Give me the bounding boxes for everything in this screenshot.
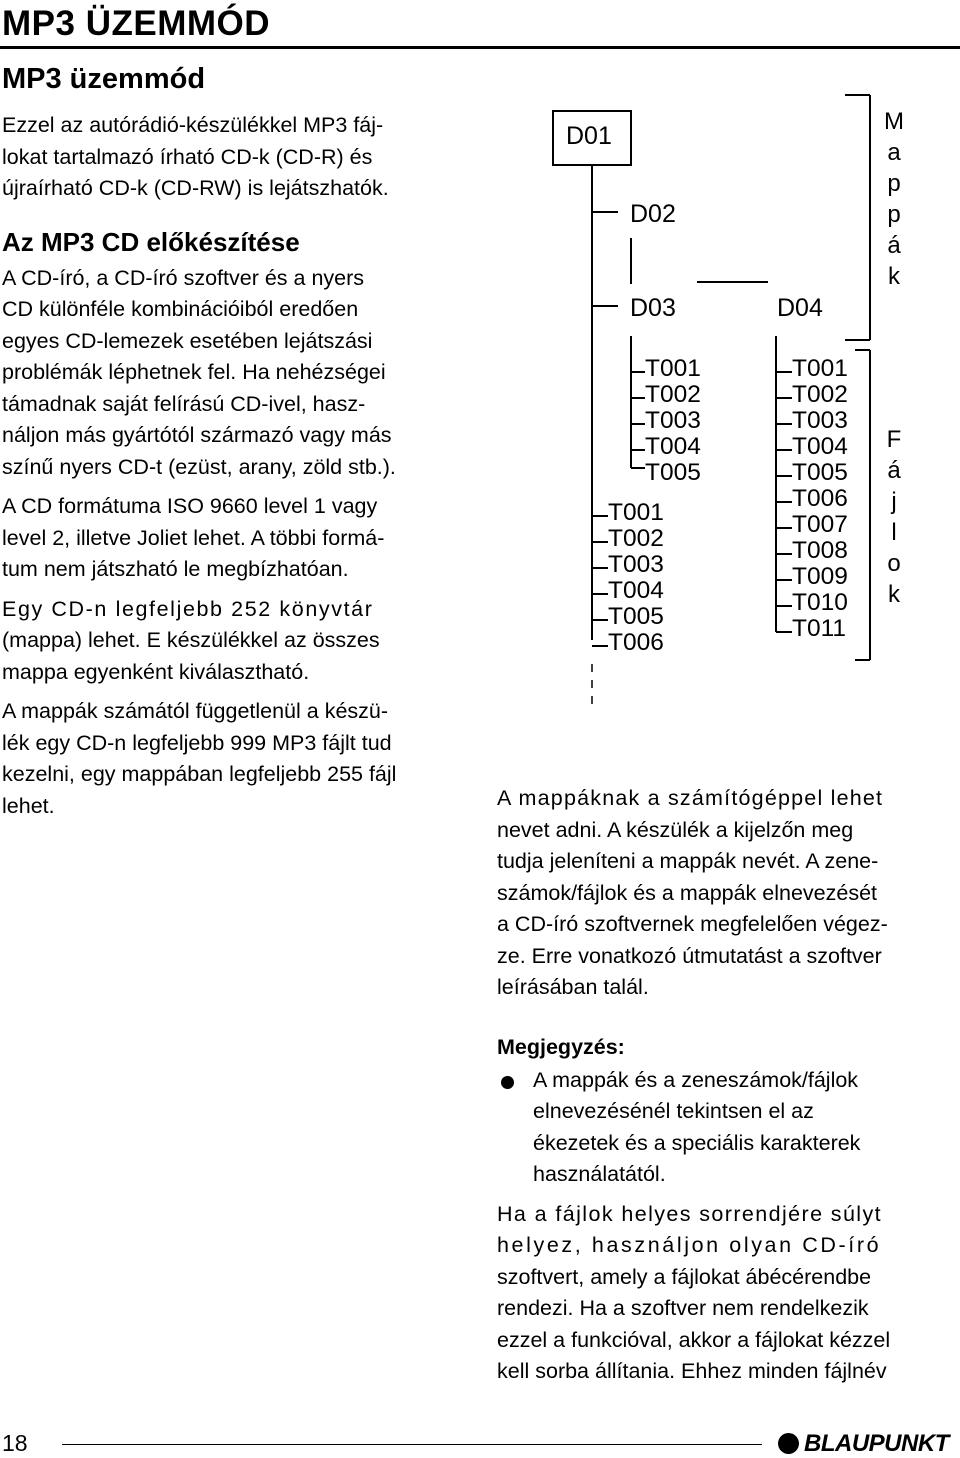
text-line: kell sorba állítania. Ehhez minden fájlnév xyxy=(497,1359,887,1383)
text-line: A CD formátuma ISO 9660 level 1 vagy xyxy=(2,494,378,518)
page-number: 18 xyxy=(2,1430,28,1456)
text-line: náljon más gyártótól származó vagy más xyxy=(2,423,392,447)
track-label: T009 xyxy=(792,563,848,590)
subheading: Az MP3 CD előkészítése xyxy=(2,226,300,257)
text-line: elnevezésénél tekintsen el az xyxy=(533,1099,814,1123)
text-line: lehet. xyxy=(2,793,55,818)
page-heading: MP3 üzemmód xyxy=(2,63,206,95)
page-footer xyxy=(0,1420,960,1458)
track-label: T002 xyxy=(608,525,664,552)
folder-d04: D04 xyxy=(765,284,843,334)
text-line: A mappák és a zeneszámok/fájlok xyxy=(533,1067,859,1092)
text-line: leírásában talál. xyxy=(497,975,649,999)
text-line: lék egy CD-n legfeljebb 999 MP3 fájlt tud xyxy=(2,730,392,755)
track-label: T008 xyxy=(792,537,848,564)
text-line: a CD-író szoftvernek megfelelően végez- xyxy=(497,912,888,936)
folders-vertical-label: M a p p á k xyxy=(884,108,904,290)
text-line: mappa egyenként kiválasztható. xyxy=(2,659,310,684)
text-line: egyes CD-lemezek esetében lejátszási xyxy=(2,328,373,353)
text-line: használatától. xyxy=(533,1162,666,1186)
text-line: Egy CD-n legfeljebb 252 könyvtár xyxy=(2,596,374,621)
text-line: színű nyers CD-t (ezüst, arany, zöld stb.). xyxy=(2,454,396,479)
track-label: T001 xyxy=(645,355,701,382)
brand-logo: BLAUPUNKT xyxy=(804,1430,949,1457)
brand-logo-icon xyxy=(778,1433,799,1454)
text-line: (mappa) lehet. E készülékkel az összes xyxy=(2,628,380,652)
note-title: Megjegyzés: xyxy=(497,1034,625,1059)
track-label: T005 xyxy=(608,603,664,630)
text-line: rendezi. Ha a szoftver nem rendelkezik xyxy=(497,1296,869,1320)
track-label: T006 xyxy=(608,629,664,656)
track-label: T003 xyxy=(645,407,701,434)
text-line: támadnak saját felírású CD-ivel, hasz- xyxy=(2,391,366,416)
text-line: lokat tartalmazó írható CD-k (CD-R) és xyxy=(2,144,373,169)
text-line: Ha a fájlok helyes sorrendjére súlyt xyxy=(497,1201,883,1226)
text-line: problémák léphetnek fel. Ha nehézségei xyxy=(2,360,386,384)
text-line: tudja jeleníteni a mappák nevét. A zene- xyxy=(497,849,879,873)
text-line: Ezzel az autórádió-készülékkel MP3 fáj- xyxy=(2,113,384,137)
footer-rule xyxy=(62,1444,762,1445)
folder-d01: D01 xyxy=(552,110,632,166)
track-label: T004 xyxy=(608,577,664,604)
text-line: level 2, illetve Joliet lehet. A többi formá- xyxy=(2,525,385,550)
files-vertical-label: F á j l o k xyxy=(886,426,902,608)
track-label: T007 xyxy=(792,511,848,538)
track-label: T003 xyxy=(792,407,848,434)
text-line: helyez, használjon olyan CD-író xyxy=(497,1233,882,1257)
track-label: T010 xyxy=(792,589,848,616)
track-label: T011 xyxy=(792,615,847,642)
track-label: T005 xyxy=(792,459,848,486)
paragraph-order xyxy=(497,1199,955,1388)
paragraph-naming xyxy=(497,783,955,1004)
note-bullet xyxy=(497,1065,955,1191)
text-line: kezelni, egy mappában legfeljebb 255 fájl xyxy=(2,762,397,786)
folder-d03: D03 xyxy=(618,284,696,334)
text-line: tum nem játszható le megbízhatóan. xyxy=(2,557,349,581)
text-line: A CD-író, a CD-író szoftver és a nyers xyxy=(2,265,365,290)
track-label: T001 xyxy=(792,355,848,382)
track-label: T003 xyxy=(608,551,664,578)
text-line: számok/fájlok és a mappák elnevezését xyxy=(497,880,878,905)
text-line: nevet adni. A készülék a kijelzőn meg xyxy=(497,817,854,842)
track-label: T004 xyxy=(792,433,848,460)
folder-tree-diagram xyxy=(0,0,960,720)
text-line: ezzel a funkcióval, akkor a fájlokat kézzel xyxy=(497,1327,891,1352)
text-line: A mappák számától függetlenül a készü- xyxy=(2,699,389,723)
track-label: T002 xyxy=(645,381,701,408)
track-label: T006 xyxy=(792,485,848,512)
track-label: T002 xyxy=(792,381,848,408)
track-label: T005 xyxy=(645,459,701,486)
text-line: ze. Erre vonatkozó útmutatást a szoftver xyxy=(497,943,882,968)
bullet-icon xyxy=(501,1076,514,1089)
text-line: szoftvert, amely a fájlokat ábécérendbe xyxy=(497,1264,872,1289)
track-label: T001 xyxy=(608,499,664,526)
track-label: T004 xyxy=(645,433,701,460)
text-line: CD különféle kombinációiból eredően xyxy=(2,297,359,321)
text-line: ékezetek és a speciális karakterek xyxy=(533,1130,861,1155)
folder-d02: D02 xyxy=(618,190,696,238)
text-line: A mappáknak a számítógéppel lehet xyxy=(497,786,884,810)
text-line: újraírható CD-k (CD-RW) is lejátszhatók. xyxy=(2,176,389,200)
right-column xyxy=(497,783,955,1388)
section-title: MP3 ÜZEMMÓD xyxy=(2,4,270,43)
